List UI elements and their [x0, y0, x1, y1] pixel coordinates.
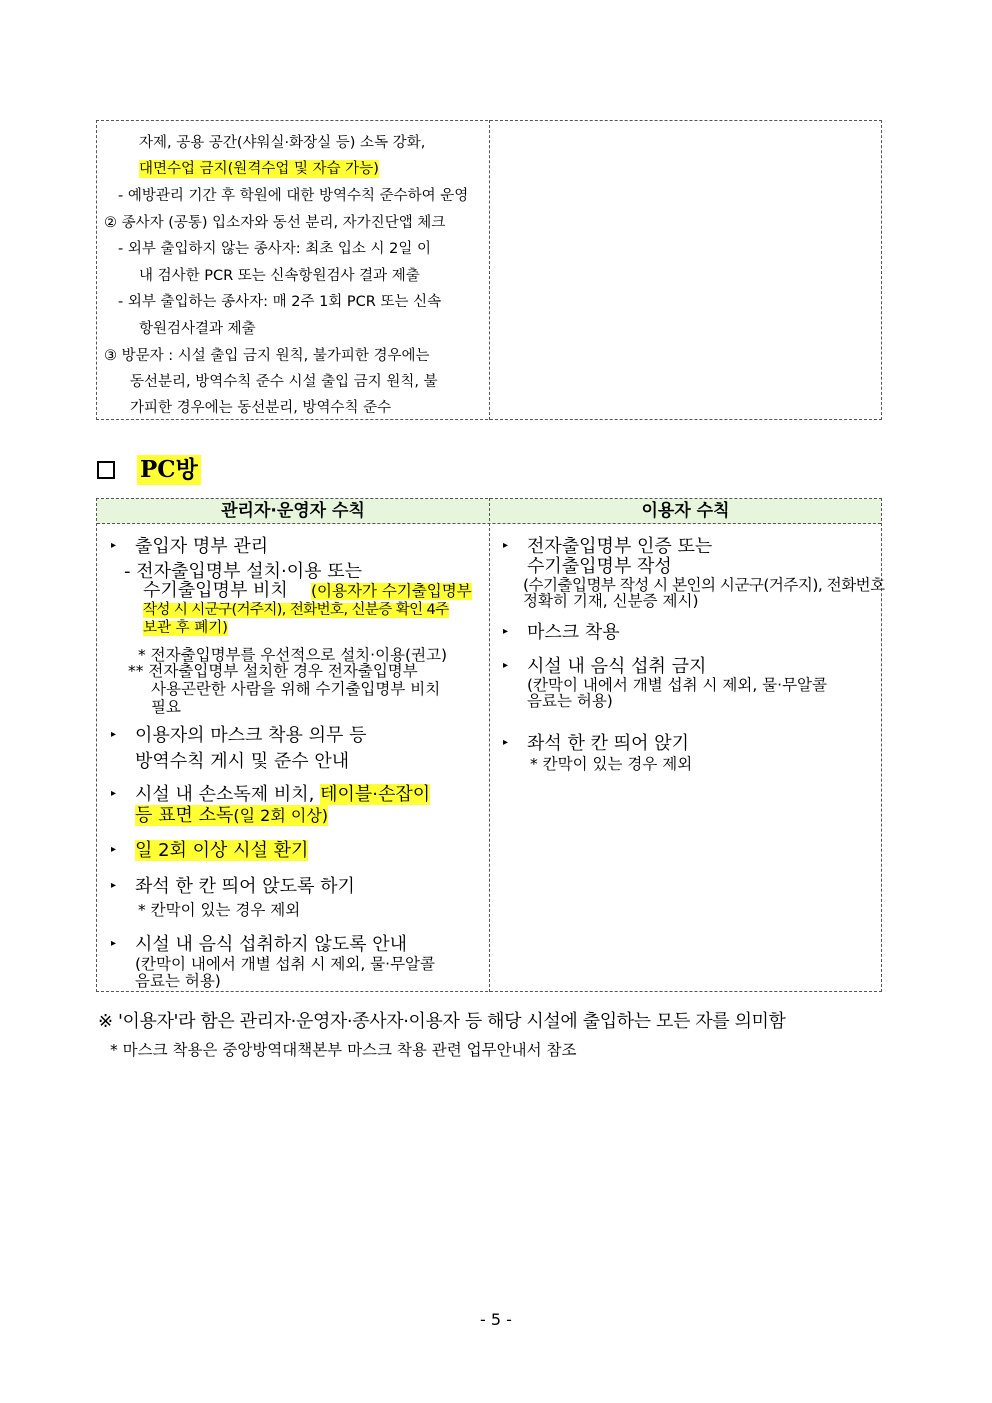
left-item1-highlight-3: 보관 후 폐기) [143, 620, 228, 636]
left-item1-sub-line2: 수기출입명부 비치 [143, 580, 288, 601]
left-item1-sub-line1: - 전자출입명부 설치·이용 또는 [124, 561, 363, 582]
left-item6-note-line2: 음료는 허용) [135, 972, 221, 990]
top-line-5: - 외부 출입하지 않는 종사자: 최초 입소 시 2일 이 [118, 241, 431, 257]
top-line-2-highlight: 대면수업 금지(원격수업 및 자습 가능) [139, 161, 379, 177]
top-line-9: ③ 방문자 : 시설 출입 금지 원칙, 불가피한 경우에는 [104, 348, 430, 364]
top-line-1: 자제, 공용 공간(샤워실·화장실 등) 소독 강화, [139, 135, 426, 151]
bullet-icon: ▸ [503, 660, 509, 671]
left-item3-line2 [135, 805, 328, 826]
top-line-3: - 예방관리 기간 후 학원에 대한 방역수칙 준수하여 운영 [118, 188, 469, 204]
left-item3-plain: 시설 내 손소독제 비치, [135, 784, 321, 805]
right-item4-title: 좌석 한 칸 띄어 앉기 [527, 733, 689, 754]
top-table-divider [489, 120, 490, 420]
right-item1-note-line2: 정확히 기재, 신분증 제시) [523, 592, 699, 610]
left-item1-note2-line1: ** 전자출입명부 설치한 경우 전자출입명부 [128, 662, 418, 680]
left-item1-note1: * 전자출입명부를 우선적으로 설치·이용(권고) [138, 646, 448, 664]
right-item2-text: 마스크 착용 [527, 622, 620, 643]
page-number: - 5 - [480, 1310, 512, 1329]
left-item5-note: * 칸막이 있는 경우 제외 [138, 901, 301, 919]
top-line-7: - 외부 출입하는 종사자: 매 2주 1회 PCR 또는 신속 [118, 294, 442, 310]
footnote-main: ※ '이용자'라 함은 관리자·운영자·종사자·이용자 등 해당 시설에 출입하는 모든 자를 의미함 [98, 1011, 786, 1032]
header-user-rules: 이용자 수칙 [641, 501, 730, 521]
bullet-icon: ▸ [111, 788, 117, 799]
bullet-icon: ▸ [111, 880, 117, 891]
right-item1-line1: 전자출입명부 인증 또는 [527, 536, 713, 557]
top-line-8: 항원검사결과 제출 [139, 321, 256, 337]
left-item3-highlight-3: (일 2회 이상) [233, 806, 329, 825]
left-item1-highlight-2: 작성 시 시군구(거주지), 전화번호, 신분증 확인 4주 [143, 602, 449, 618]
top-line-4: ② 종사자 (공통) 입소자와 동선 분리, 자가진단앱 체크 [104, 215, 446, 231]
left-item4-highlight: 일 2회 이상 시설 환기 [135, 840, 309, 861]
bullet-icon: ▸ [503, 540, 509, 551]
left-item3-highlight-2: 등 표면 소독 [135, 805, 234, 826]
top-line-6: 내 검사한 PCR 또는 신속항원검사 결과 제출 [139, 268, 420, 284]
bullet-icon: ▸ [111, 540, 117, 551]
right-item3-note-line1: (칸막이 내에서 개별 섭취 시 제외, 물·무알콜 [527, 676, 828, 694]
top-line-11: 가피한 경우에는 동선분리, 방역수칙 준수 [130, 400, 392, 416]
left-item5-title: 좌석 한 칸 띄어 앉도록 하기 [135, 876, 355, 897]
left-item2-line1: 이용자의 마스크 착용 의무 등 [135, 725, 367, 746]
bullet-icon: ▸ [111, 844, 117, 855]
top-line-10: 동선분리, 방역수칙 준수 시설 출입 금지 원칙, 불 [130, 374, 438, 390]
right-item3-note-line2: 음료는 허용) [527, 692, 613, 710]
right-item3-title: 시설 내 음식 섭취 금지 [527, 656, 707, 677]
left-item6-title: 시설 내 음식 섭취하지 않도록 안내 [135, 934, 408, 955]
bullet-icon: ▸ [503, 626, 509, 637]
left-item1-title: 출입자 명부 관리 [135, 536, 269, 557]
left-item2-line2: 방역수칙 게시 및 준수 안내 [135, 751, 350, 772]
pc-table-divider [489, 498, 490, 992]
left-item1-note2-line3: 필요 [151, 698, 181, 716]
right-item1-note-line1: (수기출입명부 작성 시 본인의 시군구(거주지), 전화번호 [523, 576, 885, 594]
bullet-icon: ▸ [503, 737, 509, 748]
left-item3-line1 [135, 784, 430, 805]
right-item1-line2: 수기출입명부 작성 [527, 556, 672, 577]
section-checkbox-icon [97, 461, 115, 479]
section-title: PC방 [137, 455, 201, 485]
left-item3-highlight-1: 테이블·손잡이 [320, 784, 431, 805]
bullet-icon: ▸ [111, 938, 117, 949]
header-manager-rules: 관리자·운영자 수칙 [221, 501, 365, 521]
left-item1-highlight-1: (이용자가 수기출입명부 [311, 582, 472, 600]
bullet-icon: ▸ [111, 729, 117, 740]
footnote-sub: * 마스크 착용은 중앙방역대책본부 마스크 착용 관련 업무안내서 참조 [110, 1041, 577, 1059]
right-item4-note: * 칸막이 있는 경우 제외 [530, 755, 693, 773]
left-item6-note-line1: (칸막이 내에서 개별 섭취 시 제외, 물·무알콜 [135, 955, 436, 973]
left-item1-note2-line2: 사용곤란한 사람을 위해 수기출입명부 비치 [151, 680, 441, 698]
